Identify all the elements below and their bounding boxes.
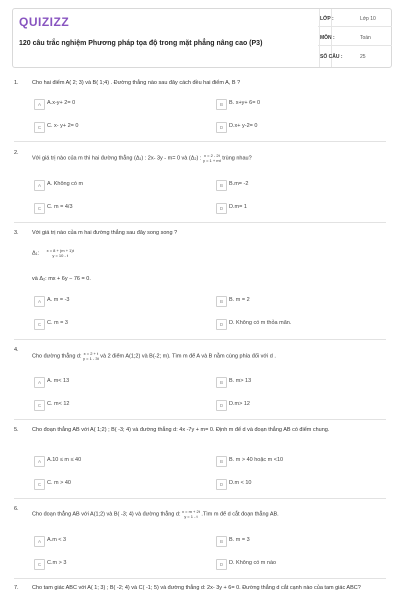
option-key: D [216, 319, 227, 330]
question-number: 7. [14, 585, 19, 591]
option-a[interactable] [34, 99, 204, 109]
option-a[interactable] [34, 180, 204, 190]
option-d[interactable] [216, 122, 386, 132]
option-text: C.m > 3 [47, 560, 67, 566]
option-key: A [34, 456, 45, 467]
option-c[interactable] [34, 400, 204, 410]
option-key: C [34, 559, 45, 570]
question-number: 3. [14, 230, 19, 236]
subject-label: MÔN : [320, 35, 335, 41]
option-d[interactable] [216, 559, 386, 569]
question-text: Cho hai điểm A( 2; 3) và B( 1;4) . Đường thẳng nào sau đây cách đều hai điểm A, B ? [32, 80, 241, 86]
option-text: B.m= -2 [229, 181, 249, 187]
option-text: A. Không có m [47, 181, 84, 187]
option-d[interactable] [216, 479, 386, 489]
option-text: D. Không có m thỏa mãn. [229, 320, 292, 326]
option-b[interactable] [216, 296, 386, 306]
option-key: D [216, 122, 227, 133]
option-text: B. m > 40 hoặc m <10 [229, 457, 284, 463]
option-a[interactable] [34, 536, 204, 546]
option-c[interactable] [34, 559, 204, 569]
meta-subject-row [320, 28, 392, 46]
meta-panel [320, 9, 392, 67]
option-key: A [34, 377, 45, 388]
option-key: C [34, 122, 45, 133]
option-d[interactable] [216, 400, 386, 410]
option-key: A [34, 99, 45, 110]
question-text-tail: và 2 điểm A(1;2) và B(-2; m). Tìm m để A và B nằm cùng phía đối với d . [100, 353, 276, 360]
option-text: C. m< 12 [47, 401, 70, 407]
question-text-tail: .Tìm m để d cắt đoạn thẳng AB. [201, 511, 279, 518]
question-text: Cho đường thẳng d: [32, 353, 82, 360]
option-a[interactable] [34, 296, 204, 306]
count-value: 25 [360, 54, 366, 60]
option-key: C [34, 319, 45, 330]
question-text: Với giá trị nào của m hai đường thẳng sau đây song song ? [32, 230, 178, 236]
option-text: D.m < 10 [229, 480, 252, 486]
option-key: D [216, 203, 227, 214]
parametric-system: x = 8 + (m + 1)t y = 10 - t [46, 248, 74, 258]
option-text: D.m= 1 [229, 204, 247, 210]
option-text: D.x+ y-2= 0 [229, 123, 258, 129]
parametric-system: x = 2 + t y = 1 - 3t [83, 351, 99, 361]
option-b[interactable] [216, 180, 386, 190]
option-text: A. m = -3 [47, 297, 70, 303]
option-text: A. m< 13 [47, 378, 70, 384]
divider [14, 578, 386, 579]
option-key: B [216, 536, 227, 547]
question-number: 1. [14, 80, 19, 86]
question-number: 4. [14, 347, 19, 353]
meta-count-row [320, 47, 392, 65]
option-text: A.m < 3 [47, 537, 67, 543]
option-text: C. m = 3 [47, 320, 68, 326]
divider [14, 339, 386, 340]
option-key: D [216, 400, 227, 411]
divider [14, 498, 386, 499]
option-text: B. m> 13 [229, 378, 252, 384]
option-key: D [216, 559, 227, 570]
option-key: B [216, 296, 227, 307]
option-text: B. m = 3 [229, 537, 250, 543]
option-key: B [216, 180, 227, 191]
question-text-tail: trùng nhau? [222, 155, 252, 162]
option-d[interactable] [216, 319, 386, 329]
class-label: LỚP : [320, 16, 334, 22]
question-number: 5. [14, 427, 19, 433]
divider [14, 222, 386, 223]
parametric-system: x = m + 2t y = 1 - t [182, 509, 200, 519]
count-label: SỐ CÂU : [320, 54, 343, 60]
option-key: A [34, 296, 45, 307]
question-text: Cho đoạn thẳng AB với A( 1;2) ; B( -3; 4) và đường thẳng d: 4x -7y + m= 0. Định m để d và đoạn thẳng AB có điểm chung. [32, 427, 330, 433]
divider [14, 419, 386, 420]
option-text: C. m > 40 [47, 480, 71, 486]
worksheet-header [12, 8, 392, 68]
option-text: C. x- y+ 2= 0 [47, 123, 79, 129]
meta-class-row [320, 9, 392, 27]
delta1-label: Δ₁: [32, 250, 40, 257]
option-key: B [216, 377, 227, 388]
option-key: C [34, 479, 45, 490]
option-text: B. m = 2 [229, 297, 250, 303]
option-b[interactable] [216, 99, 386, 109]
parametric-system: x = 2 - 2t y = 1 + mt [202, 153, 221, 163]
page-title: 120 câu trắc nghiệm Phương pháp tọa độ trong mặt phẳng nâng cao (P3) [19, 40, 263, 47]
option-key: A [34, 180, 45, 191]
option-b[interactable] [216, 536, 386, 546]
option-b[interactable] [216, 456, 386, 466]
option-c[interactable] [34, 122, 204, 132]
quizizz-logo: QUIZIZZ [19, 15, 70, 29]
option-key: B [216, 456, 227, 467]
option-text: A.x-y+ 2= 0 [47, 100, 76, 106]
option-d[interactable] [216, 203, 386, 213]
class-value: Lớp 10 [360, 16, 376, 22]
worksheet-page: QUIZIZZ 120 câu trắc nghiệm Phương pháp tọa độ trong mặt phẳng nâng cao (P3) LỚP : Lớp 10 MÔN : Toán SỐ CÂU : 25 1. Cho hai điểm A( 2; 3) và B( 1;4) . Đường thẳng nào sau đây cách đều hai điểm A, B ? A A.x-y+ 2= 0 B B. x+y+ 6= 0 C C. x- y+ 2= 0 D D.x+ y-2= 0 2. Với giá trị nào của m thì hai đường thẳng (Δ₁) : 2x- 3y - m= 0 và (Δ₂) : x = 2 - 2t y = 1 + mt trùng nhau? A A. Không có m B B.m= -2 C C. m = 4/3 D D.m= 1 3. Với giá trị nào của m hai đường thẳng sau đây song song ? Δ₁: x = 8 + (m + 1)t y = 10 - t và Δ₂: mx + 6y − 76 = 0. A A. m = -3 B B. m = 2 C C. m = 3 D D. Không có m thỏa mãn. 4. Cho đường thẳng d: x = 2 + t y = 1 - 3t và 2 điểm A(1;2) và B(-2; m). Tìm m để A và B nằm cùng phía đối với d . A A. m< 13 B B. m> 13 C C. m< 12 D D.m> 12 5. Cho đoạn thẳng AB với A( 1;2) ; B( -3; 4) và đường thẳng d: 4x -7y + m= 0. Định m để d và đoạn thẳng AB có điểm chung. A A.10 ≤ m ≤ 40 B B. m > 40 hoặc m <10 C C. m > 40 D D.m < 10 6. Cho đoạn thẳng AB với A(1;2) và B( -3; 4) và đường thẳng d: x = m + 2t y = 1 - t .Tìm m để d cắt đoạn thẳng AB. A A.m < 3 B B. m = 3 C C.m > 3 D D. Không có m nào 7. Cho tam giác ABC với A( 1; 3) ; B( -2; 4) và C( -1; 5) và đường thẳng d: 2x- 3y + 6= 0. Đường thẳng d cắt cạnh nào của tam giác ABC? [0, 0, 400, 600]
option-text: A.10 ≤ m ≤ 40 [47, 457, 82, 463]
option-c[interactable] [34, 319, 204, 329]
option-key: B [216, 99, 227, 110]
option-key: C [34, 203, 45, 214]
option-c[interactable] [34, 479, 204, 489]
option-key: A [34, 536, 45, 547]
question-number: 2. [14, 150, 19, 156]
option-text: D.m> 12 [229, 401, 250, 407]
option-b[interactable] [216, 377, 386, 387]
option-a[interactable] [34, 377, 204, 387]
subject-value: Toán [360, 35, 371, 41]
question-text: Cho tam giác ABC với A( 1; 3) ; B( -2; 4) và C( -1; 5) và đường thẳng d: 2x- 3y + 6= 0. Đường thẳng d cắt cạnh nào của tam giác ABC? [32, 585, 361, 591]
question-text: Với giá trị nào của m thì hai đường thẳng (Δ₁) : 2x- 3y - m= 0 và (Δ₂) : [32, 155, 202, 162]
option-key: D [216, 479, 227, 490]
option-a[interactable] [34, 456, 204, 466]
question-number: 6. [14, 506, 19, 512]
option-text: B. x+y+ 6= 0 [229, 100, 261, 106]
option-c[interactable] [34, 203, 204, 213]
option-key: C [34, 400, 45, 411]
question-text: Cho đoạn thẳng AB với A(1;2) và B( -3; 4) và đường thẳng d: [32, 511, 181, 518]
option-text: C. m = 4/3 [47, 204, 73, 210]
divider [14, 141, 386, 142]
option-text: D. Không có m nào [229, 560, 277, 566]
